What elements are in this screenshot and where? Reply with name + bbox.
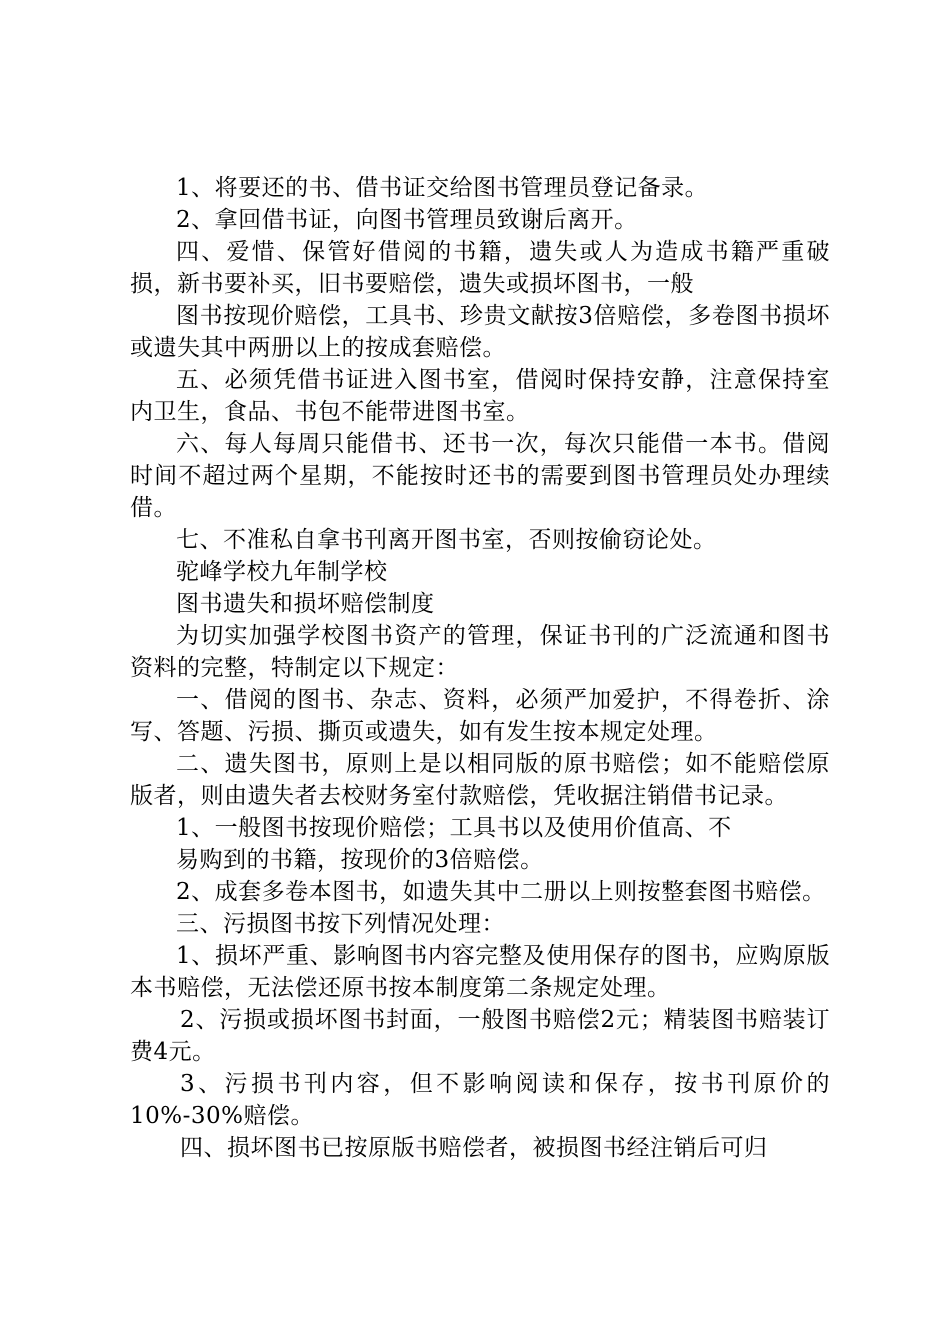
paragraph-rule-3-1: 1、损坏严重、影响图书内容完整及使用保存的图书，应购原版本书赔偿，无法偿还原书按本制度第二条规定处理。 <box>130 943 830 1001</box>
paragraph-rule-1: 一、借阅的图书、杂志、资料，必须严加爱护，不得卷折、涂写、答题、污损、撕页或遗失，如有发生按本规定处理。 <box>130 687 830 745</box>
paragraph-rule-3-3: 3、污损书刊内容，但不影响阅读和保存，按书刊原价的10%-30%赔偿。 <box>130 1071 830 1129</box>
paragraph-4: 图书按现价赔偿，工具书、珍贵文献按3倍赔偿，多卷图书损坏或遗失其中两册以上的按成套赔偿。 <box>130 303 830 361</box>
paragraph-rule-3: 三、污损图书按下列情况处理： <box>176 911 505 937</box>
paragraph-intro: 为切实加强学校图书资产的管理，保证书刊的广泛流通和图书资料的完整，特制定以下规定： <box>130 623 830 681</box>
paragraph-rule-2-1: 1、一般图书按现价赔偿；工具书以及使用价值高、不 <box>176 815 732 841</box>
school-name: 驼峰学校九年制学校 <box>176 559 388 585</box>
paragraph-rule-3-2: 2、污损或损坏图书封面，一般图书赔偿2元；精装图书赔装订费4元。 <box>130 1007 830 1065</box>
section-title: 图书遗失和损坏赔偿制度 <box>176 591 435 617</box>
paragraph-6: 六、每人每周只能借书、还书一次，每次只能借一本书。借阅时间不超过两个星期，不能按时还书的需要到图书管理员处办理续借。 <box>130 431 830 521</box>
paragraph-5: 五、必须凭借书证进入图书室，借阅时保持安静，注意保持室内卫生，食品、书包不能带进图书室。 <box>130 367 830 425</box>
paragraph-1: 1、将要还的书、借书证交给图书管理员登记备录。 <box>176 175 709 201</box>
paragraph-3: 四、爱惜、保管好借阅的书籍，遗失或人为造成书籍严重破损，新书要补买，旧书要赔偿，遗失或损坏图书，一般 <box>130 239 830 297</box>
paragraph-rule-2-1-cont: 易购到的书籍，按现价的3倍赔偿。 <box>176 847 544 873</box>
paragraph-rule-2: 二、遗失图书，原则上是以相同版的原书赔偿；如不能赔偿原版者，则由遗失者去校财务室付款赔偿，凭收据注销借书记录。 <box>130 751 830 809</box>
paragraph-rule-4: 四、损坏图书已按原版书赔偿者，被损图书经注销后可归 <box>180 1135 768 1161</box>
paragraph-rule-2-2: 2、成套多卷本图书，如遗失其中二册以上则按整套图书赔偿。 <box>176 879 826 905</box>
paragraph-7: 七、不准私自拿书刊离开图书室，否则按偷窃论处。 <box>176 527 717 553</box>
document-body <box>130 172 830 1164</box>
paragraph-2: 2、拿回借书证，向图书管理员致谢后离开。 <box>176 207 638 233</box>
